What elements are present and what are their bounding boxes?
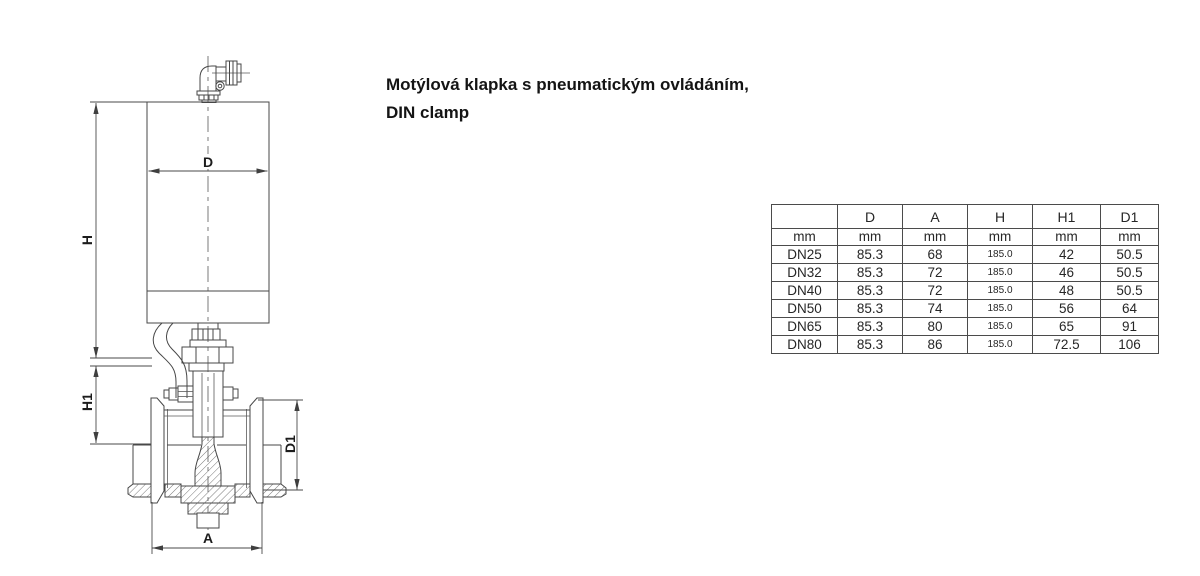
title-line-2: DIN clamp (386, 103, 470, 122)
value-cell: 68 (903, 246, 968, 264)
value-cell: 74 (903, 300, 968, 318)
col-header-a: A (903, 205, 968, 229)
col-header-d: D (838, 205, 903, 229)
value-cell: 85.3 (838, 282, 903, 300)
value-cell: 185.0 (968, 246, 1033, 264)
valve-neck (164, 371, 238, 437)
unit-cell: mm (968, 229, 1033, 246)
col-header-h: H (968, 205, 1033, 229)
value-cell: 86 (903, 336, 968, 354)
value-cell: 185.0 (968, 300, 1033, 318)
unit-cell: mm (772, 229, 838, 246)
dn-cell: DN50 (772, 300, 838, 318)
dimension-h (79, 102, 152, 358)
value-cell: 50.5 (1101, 246, 1159, 264)
value-cell: 185.0 (968, 282, 1033, 300)
value-cell: 42 (1033, 246, 1101, 264)
dn-cell: DN32 (772, 264, 838, 282)
value-cell: 72 (903, 264, 968, 282)
unit-cell: mm (1101, 229, 1159, 246)
value-cell: 85.3 (838, 300, 903, 318)
dn-cell: DN25 (772, 246, 838, 264)
value-cell: 85.3 (838, 264, 903, 282)
value-cell: 72 (903, 282, 968, 300)
unit-cell: mm (838, 229, 903, 246)
dimensions-table (771, 204, 1159, 354)
value-cell: 185.0 (968, 318, 1033, 336)
table-row (772, 300, 1159, 318)
value-cell: 85.3 (838, 336, 903, 354)
value-cell: 46 (1033, 264, 1101, 282)
col-header-h1: H1 (1033, 205, 1101, 229)
value-cell: 48 (1033, 282, 1101, 300)
dimension-label-d1: D1 (282, 435, 298, 453)
dn-cell: DN40 (772, 282, 838, 300)
table-row (772, 264, 1159, 282)
value-cell: 56 (1033, 300, 1101, 318)
air-fitting-icon (197, 61, 241, 103)
value-cell: 50.5 (1101, 282, 1159, 300)
value-cell: 91 (1101, 318, 1159, 336)
dimension-label-d: D (202, 154, 214, 170)
dimension-label-h1: H1 (79, 393, 95, 411)
value-cell: 185.0 (968, 264, 1033, 282)
value-cell: 72.5 (1033, 336, 1101, 354)
unit-cell: mm (903, 229, 968, 246)
dn-cell: DN80 (772, 336, 838, 354)
dimension-d (149, 154, 268, 174)
dimension-label-h: H (79, 234, 95, 246)
value-cell: 85.3 (838, 318, 903, 336)
table-row (772, 336, 1159, 354)
col-header-blank (772, 205, 838, 229)
table-row (772, 246, 1159, 264)
dn-cell: DN65 (772, 318, 838, 336)
stem-coupling (182, 323, 233, 371)
value-cell: 185.0 (968, 336, 1033, 354)
table-row (772, 282, 1159, 300)
col-header-d1: D1 (1101, 205, 1159, 229)
table-row (772, 318, 1159, 336)
dimension-h1 (79, 366, 152, 444)
unit-cell: mm (1033, 229, 1101, 246)
disc-and-hub (181, 437, 235, 528)
mounting-bracket (153, 323, 187, 398)
value-cell: 80 (903, 318, 968, 336)
value-cell: 50.5 (1101, 264, 1159, 282)
table-header-row (772, 205, 1159, 229)
value-cell: 64 (1101, 300, 1159, 318)
value-cell: 65 (1033, 318, 1101, 336)
title-line-1: Motýlová klapka s pneumatickým ovládáním, (386, 75, 749, 94)
dimension-label-a: A (202, 530, 214, 546)
value-cell: 85.3 (838, 246, 903, 264)
table-units-row (772, 229, 1159, 246)
value-cell: 106 (1101, 336, 1159, 354)
